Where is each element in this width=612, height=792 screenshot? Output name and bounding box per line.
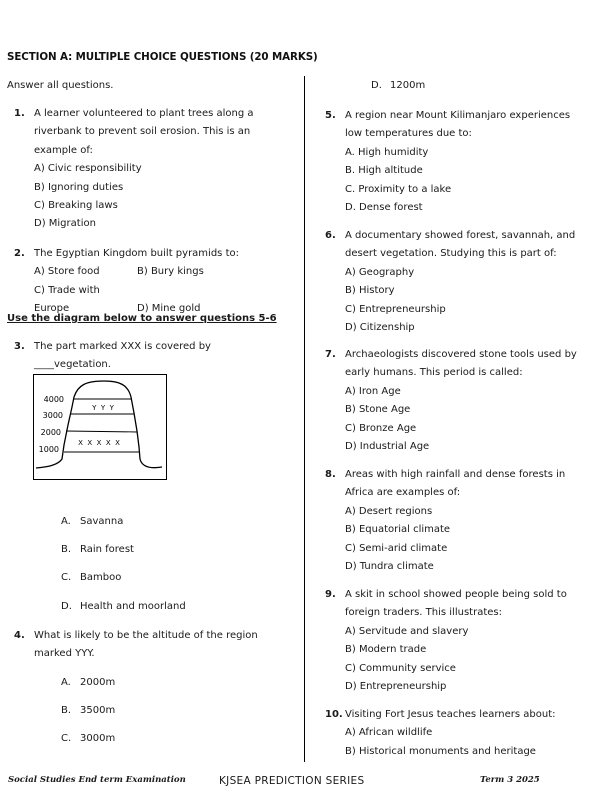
question-stem: A region near Mount Kilimanjaro experiences bbox=[345, 110, 571, 121]
question-stem: riverbank to prevent soil erosion. This is an bbox=[34, 126, 251, 138]
option-a: A. High humidity bbox=[345, 146, 429, 158]
question-number: 6. bbox=[325, 230, 336, 241]
instructions: Answer all questions. bbox=[7, 80, 114, 91]
question-stem: low temperatures due to: bbox=[345, 128, 472, 140]
question-stem: Visiting Fort Jesus teaches learners about: bbox=[345, 709, 556, 720]
mountain-diagram bbox=[33, 374, 167, 480]
option-b: B. Rain forest bbox=[61, 544, 134, 555]
option-c: C) Entrepreneurship bbox=[345, 303, 446, 315]
question-stem: foreign traders. This illustrates: bbox=[345, 607, 502, 619]
question-7 bbox=[325, 346, 610, 456]
question-stem: Archaeologists discovered stone tools used by bbox=[345, 349, 577, 360]
option-d: D) Migration bbox=[34, 218, 96, 230]
option-c: C) Breaking laws bbox=[34, 200, 118, 212]
question-5 bbox=[325, 107, 610, 217]
question-stem: desert vegetation. Studying this is part of: bbox=[345, 248, 557, 260]
xxx-marks: X X X X X bbox=[78, 439, 120, 447]
mountain-profile-icon bbox=[34, 375, 165, 478]
yyy-marks: Y Y Y bbox=[92, 404, 114, 412]
question-number: 3. bbox=[14, 341, 25, 352]
option-c: C) Semi-arid climate bbox=[345, 542, 448, 554]
footer-subject: Social Studies End term Examination bbox=[8, 775, 186, 785]
question-stem: early humans. This period is called: bbox=[345, 367, 523, 379]
question-number: 7. bbox=[325, 349, 336, 360]
option-c: C) Bronze Age bbox=[345, 422, 417, 434]
option-c: C. 3000m bbox=[61, 733, 116, 744]
option-b: B) Equatorial climate bbox=[345, 524, 451, 536]
question-9 bbox=[325, 586, 610, 696]
option-c: C) Community service bbox=[345, 662, 456, 674]
option-b: B) History bbox=[345, 285, 395, 297]
altitude-label: 3000 bbox=[42, 411, 63, 420]
option-b: B) Stone Age bbox=[345, 404, 411, 416]
question-1 bbox=[14, 105, 299, 234]
question-number: 5. bbox=[325, 110, 336, 121]
option-c: C. Bamboo bbox=[61, 572, 122, 583]
question-2 bbox=[14, 245, 299, 319]
column-divider bbox=[304, 76, 305, 762]
option-a: A. Savanna bbox=[61, 516, 124, 527]
option-d: D) Tundra climate bbox=[345, 561, 434, 573]
question-6 bbox=[325, 227, 610, 337]
footer-series: KJSEA PREDICTION SERIES bbox=[219, 775, 365, 787]
option-a: A) Iron Age bbox=[345, 385, 401, 397]
altitude-label: 4000 bbox=[43, 395, 64, 404]
question-stem: ____vegetation. bbox=[34, 359, 111, 371]
question-stem: Areas with high rainfall and dense forests in bbox=[345, 469, 566, 480]
option-a: A) Desert regions bbox=[345, 505, 433, 517]
altitude-label: 1000 bbox=[38, 445, 59, 454]
question-stem: A skit in school showed people being sold to bbox=[345, 589, 567, 600]
option-a: A) African wildlife bbox=[345, 727, 433, 739]
option-d: D) Mine gold bbox=[137, 303, 201, 315]
option-a: A) Servitude and slavery bbox=[345, 625, 469, 637]
option-b: B) Historical monuments and heritage bbox=[345, 745, 536, 757]
question-number: 4. bbox=[14, 630, 25, 641]
option-d: D. Health and moorland bbox=[61, 601, 186, 612]
question-stem: A learner volunteered to plant trees along a bbox=[34, 108, 254, 119]
question-stem: What is likely to be the altitude of the region bbox=[34, 630, 258, 641]
option-a: A. 2000m bbox=[61, 677, 116, 688]
option-b: B. High altitude bbox=[345, 165, 423, 177]
option-c: C. Proximity to a lake bbox=[345, 183, 452, 195]
option-d: D) Citizenship bbox=[345, 322, 415, 334]
option-d: D) Entrepreneurship bbox=[345, 681, 447, 693]
question-10 bbox=[325, 706, 610, 761]
question-4 bbox=[14, 627, 299, 664]
question-number: 10. bbox=[325, 709, 343, 720]
option-d: D. Dense forest bbox=[345, 202, 423, 214]
altitude-label: 2000 bbox=[40, 428, 61, 437]
option-b: B) Bury kings bbox=[137, 266, 204, 278]
option-a: A) Geography bbox=[345, 266, 415, 278]
question-stem: example of: bbox=[34, 144, 93, 156]
option-b: B) Ignoring duties bbox=[34, 181, 124, 193]
question-number: 8. bbox=[325, 469, 336, 480]
option-d: D. 1200m bbox=[371, 80, 426, 91]
question-stem: Africa are examples of: bbox=[345, 487, 461, 499]
question-8 bbox=[325, 466, 610, 576]
question-number: 2. bbox=[14, 248, 25, 259]
question-number: 1. bbox=[14, 108, 25, 119]
option-a: A) Civic responsibility bbox=[34, 163, 142, 175]
option-a: A) Store food bbox=[34, 266, 100, 278]
question-stem: The part marked XXX is covered by bbox=[34, 341, 211, 352]
question-3 bbox=[14, 338, 299, 375]
option-d: D) Industrial Age bbox=[345, 441, 430, 453]
question-stem: A documentary showed forest, savannah, and bbox=[345, 230, 576, 241]
question-stem: The Egyptian Kingdom built pyramids to: bbox=[34, 248, 239, 259]
option-b: B. 3500m bbox=[61, 705, 116, 716]
question-number: 9. bbox=[325, 589, 336, 600]
section-title: SECTION A: MULTIPLE CHOICE QUESTIONS (20 MARKS) bbox=[7, 51, 318, 63]
option-b: B) Modern trade bbox=[345, 644, 427, 656]
footer-term: Term 3 2025 bbox=[480, 775, 540, 785]
option-c: C) Trade with Europe bbox=[34, 284, 100, 315]
question-stem: marked YYY. bbox=[34, 648, 95, 660]
diagram-heading: Use the diagram below to answer questions 5-6 bbox=[7, 313, 277, 324]
